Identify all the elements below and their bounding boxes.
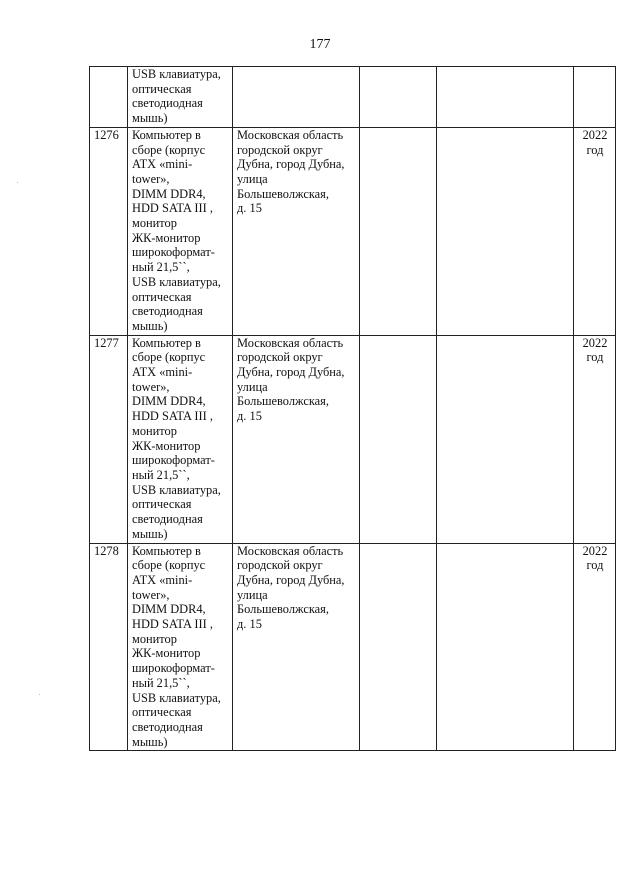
empty-cell (437, 543, 574, 751)
item-description-cell: Компьютер в сборе (корпус ATX «mini- tower», DIMM DDR4, HDD SATA III , монитор ЖК-монитор широкоформат- ный 21,5``, USB клавиатура, оптическая светодиодная мышь) (128, 543, 233, 751)
address-cell: Московская область городской округ Дубна, город Дубна, улица Большеволжская, д. 15 (233, 335, 360, 543)
property-registry-table (89, 66, 616, 751)
year-cell: 2022 год (574, 543, 616, 751)
table-row (90, 543, 616, 751)
table-row-continuation (90, 67, 616, 128)
item-description-cell: USB клавиатура, оптическая светодиодная мышь) (128, 67, 233, 128)
table-row (90, 127, 616, 335)
page-number: 177 (309, 37, 331, 52)
item-description-cell: Компьютер в сборе (корпус ATX «mini- tower», DIMM DDR4, HDD SATA III , монитор ЖК-монитор широкоформат- ный 21,5``, USB клавиатура, оптическая светодиодная мышь) (128, 127, 233, 335)
row-number-cell (90, 67, 128, 128)
year-cell: 2022 год (574, 335, 616, 543)
year-cell: 2022 год (574, 127, 616, 335)
scan-speck (39, 694, 40, 695)
address-cell (233, 67, 360, 128)
row-number-cell: 1277 (90, 335, 128, 543)
empty-cell (437, 335, 574, 543)
empty-cell (360, 335, 437, 543)
empty-cell (360, 67, 437, 128)
item-description-cell: Компьютер в сборе (корпус ATX «mini- tower», DIMM DDR4, HDD SATA III , монитор ЖК-монитор широкоформат- ный 21,5``, USB клавиатура, оптическая светодиодная мышь) (128, 335, 233, 543)
table-row (90, 335, 616, 543)
row-number-cell: 1278 (90, 543, 128, 751)
row-number-cell: 1276 (90, 127, 128, 335)
scan-speck (17, 182, 18, 183)
address-cell: Московская область городской округ Дубна, город Дубна, улица Большеволжская, д. 15 (233, 543, 360, 751)
address-cell: Московская область городской округ Дубна, город Дубна, улица Большеволжская, д. 15 (233, 127, 360, 335)
empty-cell (360, 127, 437, 335)
empty-cell (360, 543, 437, 751)
empty-cell (437, 127, 574, 335)
year-cell (574, 67, 616, 128)
empty-cell (437, 67, 574, 128)
